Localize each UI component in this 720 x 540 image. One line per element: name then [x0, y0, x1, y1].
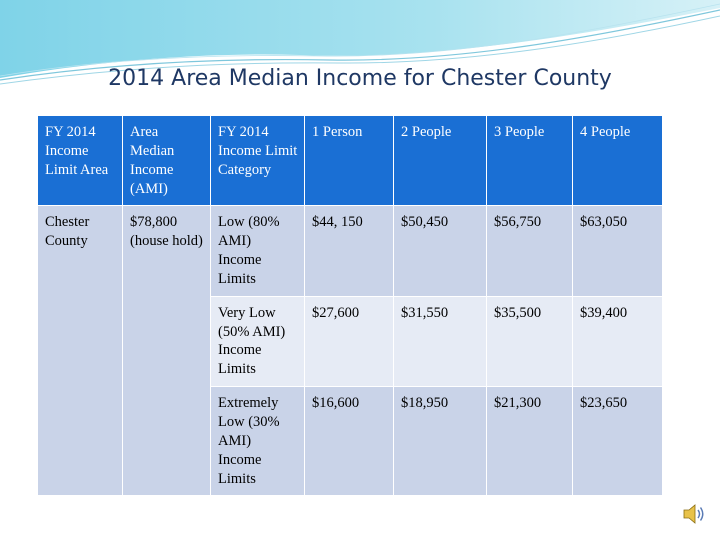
- value-cell: $50,450: [394, 206, 487, 296]
- value-cell: $21,300: [487, 387, 573, 496]
- header-cell: FY 2014 Income Limit Category: [211, 116, 305, 206]
- header-cell: 3 People: [487, 116, 573, 206]
- header-cell: 4 People: [573, 116, 663, 206]
- category-cell: Extremely Low (30% AMI) Income Limits: [211, 387, 305, 496]
- value-cell: $27,600: [305, 296, 394, 386]
- header-cell: Area Median Income (AMI): [123, 116, 211, 206]
- speaker-icon[interactable]: [682, 503, 706, 525]
- value-cell: $23,650: [573, 387, 663, 496]
- ami-cell: $78,800 (house hold): [123, 206, 211, 496]
- value-cell: $39,400: [573, 296, 663, 386]
- income-limits-table: [37, 115, 663, 496]
- value-cell: $16,600: [305, 387, 394, 496]
- value-cell: $63,050: [573, 206, 663, 296]
- value-cell: $31,550: [394, 296, 487, 386]
- value-cell: $18,950: [394, 387, 487, 496]
- table-row: [38, 206, 663, 296]
- header-cell: 2 People: [394, 116, 487, 206]
- value-cell: $56,750: [487, 206, 573, 296]
- value-cell: $35,500: [487, 296, 573, 386]
- header-cell: 1 Person: [305, 116, 394, 206]
- table-header-row: [38, 116, 663, 206]
- header-cell: FY 2014 Income Limit Area: [38, 116, 123, 206]
- category-cell: Low (80% AMI) Income Limits: [211, 206, 305, 296]
- category-cell: Very Low (50% AMI) Income Limits: [211, 296, 305, 386]
- slide-title: 2014 Area Median Income for Chester County: [108, 66, 612, 91]
- value-cell: $44, 150: [305, 206, 394, 296]
- income-limit-area-cell: Chester County: [38, 206, 123, 496]
